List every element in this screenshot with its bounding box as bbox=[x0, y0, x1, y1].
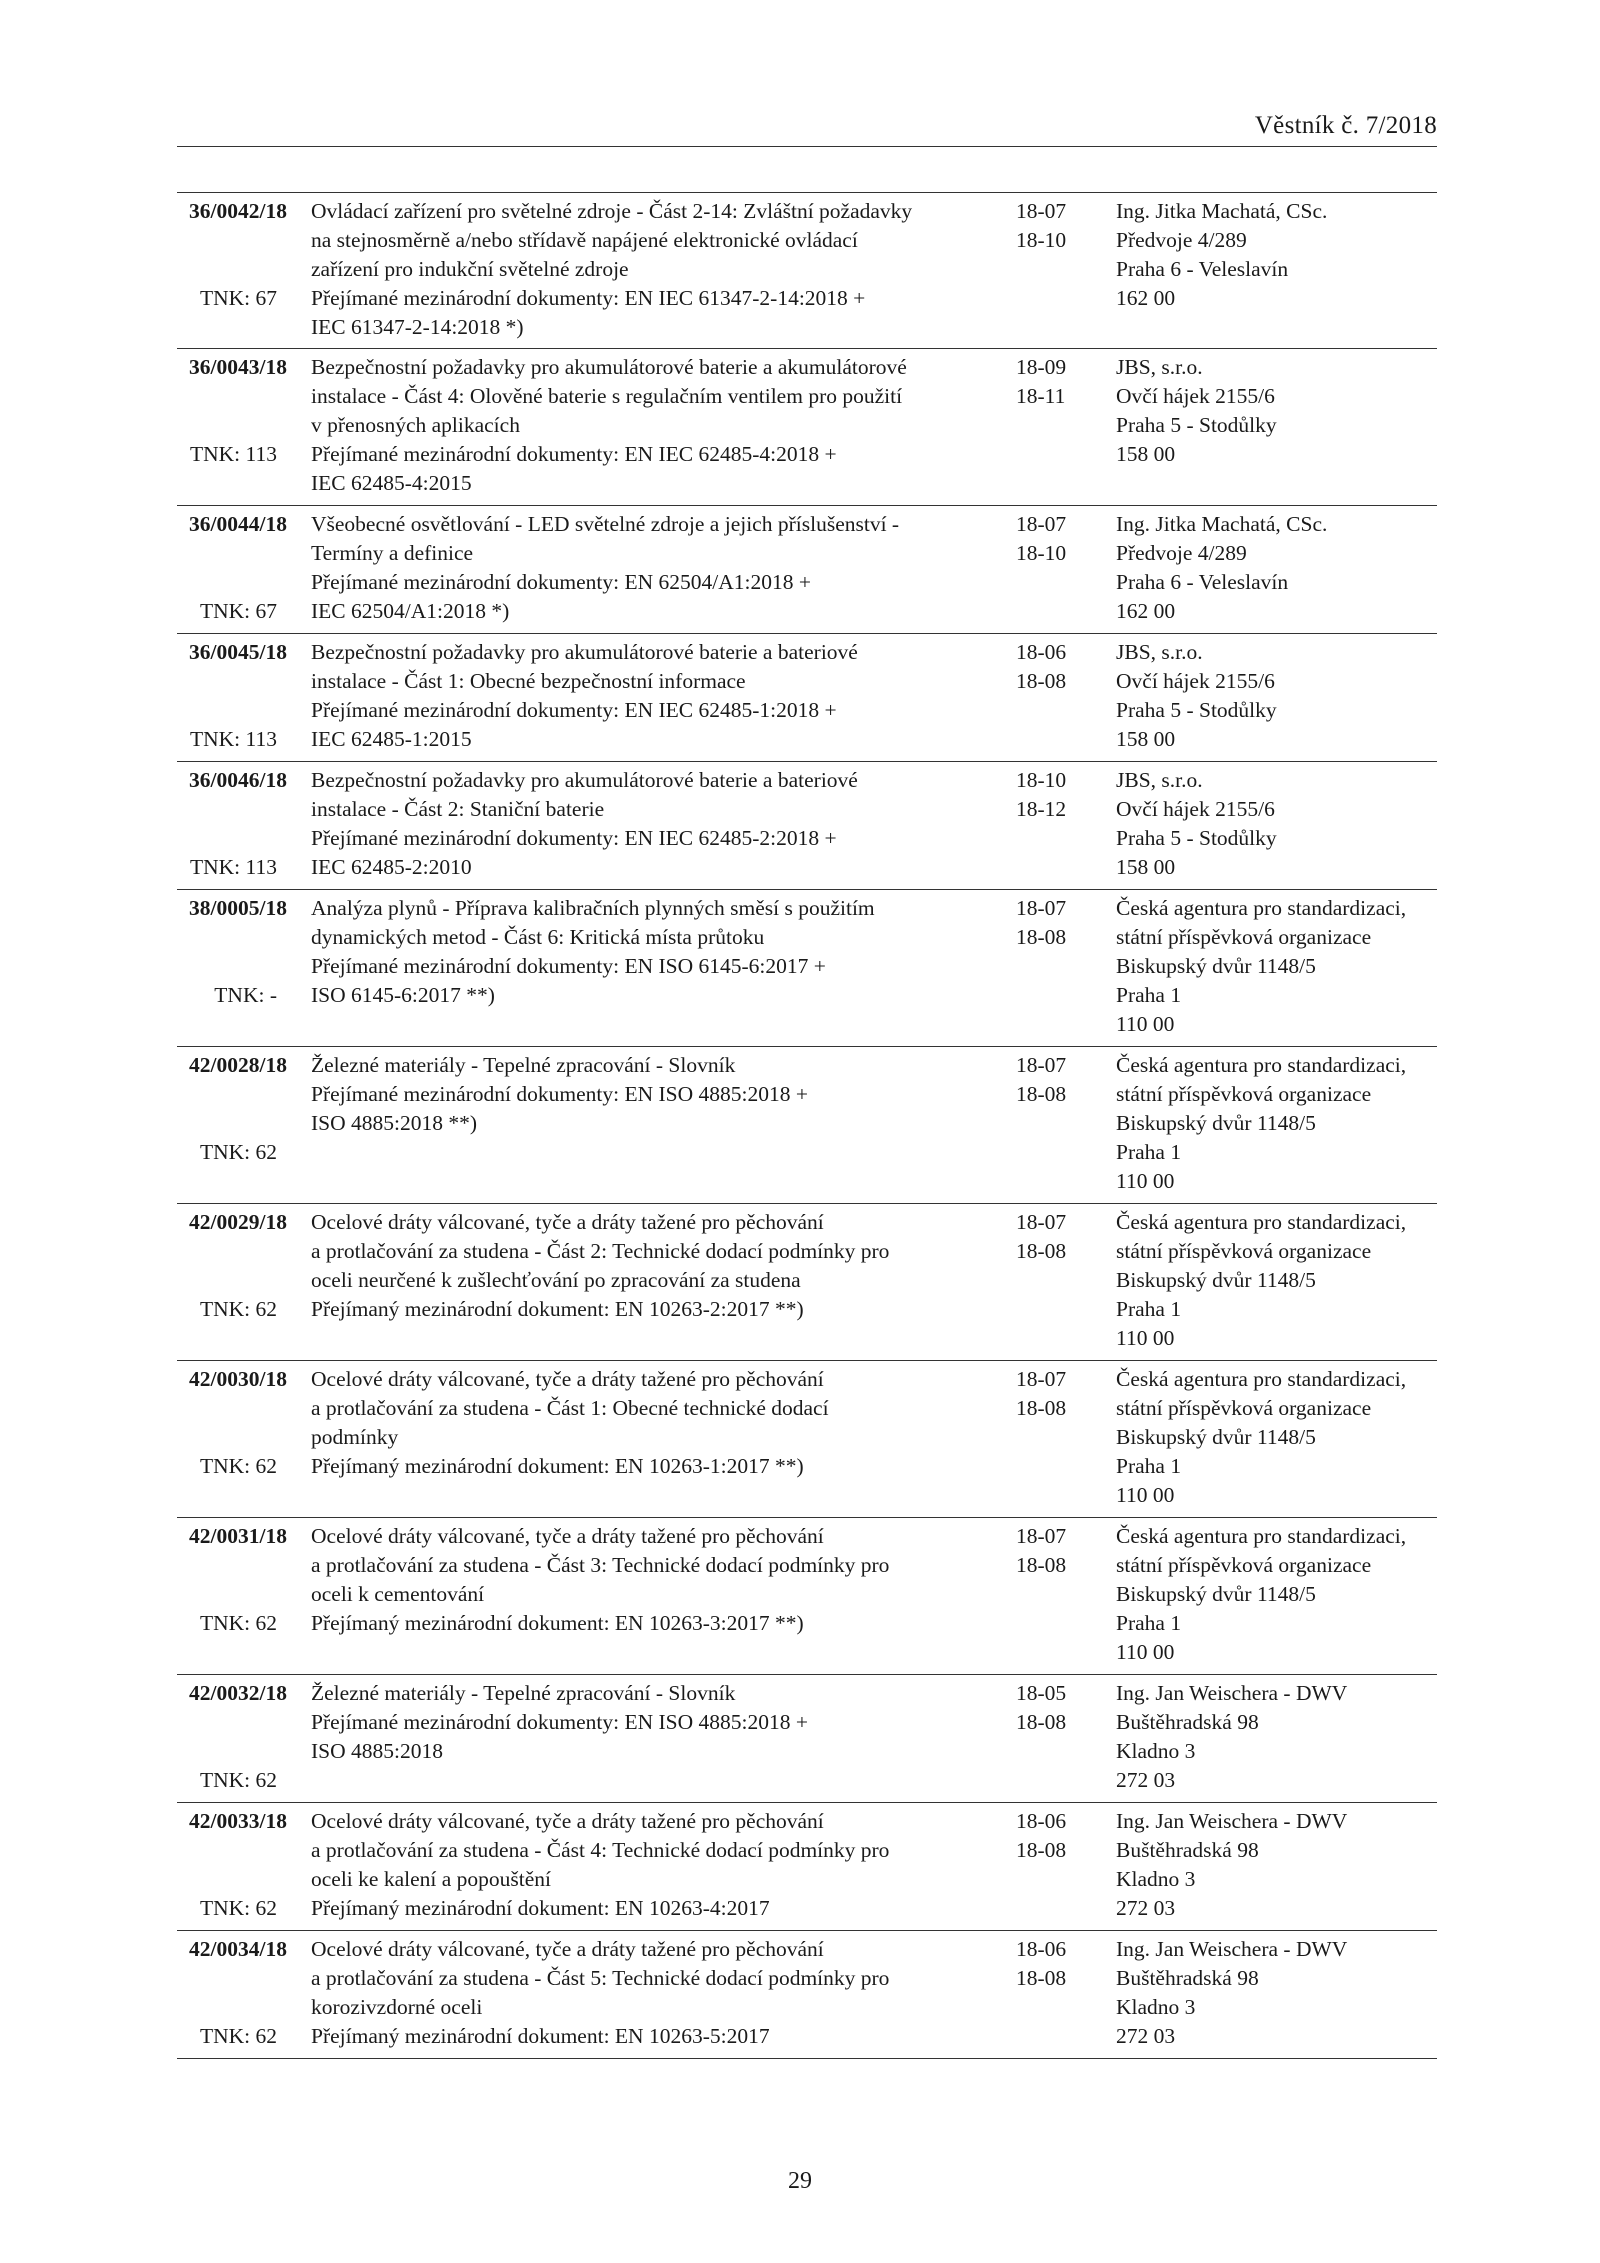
description-line: Přejímané mezinárodní dokumenty: EN IEC 62485-2:2018 + bbox=[311, 826, 837, 850]
record-organization bbox=[1116, 353, 1446, 469]
date-line: 18-09 bbox=[1016, 355, 1067, 379]
organization-line: 110 00 bbox=[1116, 1326, 1175, 1350]
record-dates bbox=[1016, 766, 1086, 824]
record-description bbox=[311, 510, 1001, 626]
description-line: Ocelové dráty válcované, tyče a dráty tažené pro pěchování bbox=[311, 1809, 824, 1833]
date-line: 18-08 bbox=[1016, 1710, 1067, 1734]
description-line: podmínky bbox=[311, 1425, 399, 1449]
date-line: 18-08 bbox=[1016, 1838, 1067, 1862]
description-line: instalace - Část 1: Obecné bezpečnostní informace bbox=[311, 669, 746, 693]
record-row bbox=[177, 1803, 1437, 1931]
record-number: 36/0044/18 bbox=[189, 512, 287, 536]
date-line: 18-08 bbox=[1016, 1966, 1067, 1990]
date-line: 18-10 bbox=[1016, 228, 1067, 252]
description-line: IEC 61347-2-14:2018 *) bbox=[311, 315, 524, 339]
organization-line: Ing. Jitka Machatá, CSc. bbox=[1116, 512, 1328, 536]
record-dates bbox=[1016, 894, 1086, 952]
record-description bbox=[311, 1051, 1001, 1138]
record-row bbox=[177, 506, 1437, 634]
organization-line: státní příspěvková organizace bbox=[1116, 1239, 1372, 1263]
description-line: a protlačování za studena - Část 5: Technické dodací podmínky pro bbox=[311, 1966, 890, 1990]
record-description bbox=[311, 1935, 1001, 2051]
organization-line: státní příspěvková organizace bbox=[1116, 1082, 1372, 1106]
description-line: Ovládací zařízení pro světelné zdroje - Část 2-14: Zvláštní požadavky bbox=[311, 199, 913, 223]
date-line: 18-08 bbox=[1016, 925, 1067, 949]
record-dates bbox=[1016, 1679, 1086, 1737]
organization-line: státní příspěvková organizace bbox=[1116, 925, 1372, 949]
record-tnk: TNK: 62 bbox=[199, 1611, 277, 1635]
description-line: na stejnosměrně a/nebo střídavě napájené elektronické ovládací bbox=[311, 228, 858, 252]
date-line: 18-07 bbox=[1016, 512, 1067, 536]
description-line: oceli neurčené k zušlechťování po zpracování za studena bbox=[311, 1268, 801, 1292]
record-tnk: TNK: 67 bbox=[199, 286, 277, 310]
description-line: Přejímaný mezinárodní dokument: EN 10263-3:2017 **) bbox=[311, 1611, 804, 1635]
organization-line: 158 00 bbox=[1116, 442, 1176, 466]
organization-line: Praha 5 - Stodůlky bbox=[1116, 826, 1277, 850]
description-line: korozivzdorné oceli bbox=[311, 1995, 483, 2019]
record-description bbox=[311, 353, 1001, 498]
organization-line: 162 00 bbox=[1116, 599, 1176, 623]
date-line: 18-07 bbox=[1016, 1210, 1067, 1234]
description-line: oceli k cementování bbox=[311, 1582, 485, 1606]
description-line: Přejímaný mezinárodní dokument: EN 10263-2:2017 **) bbox=[311, 1297, 804, 1321]
records-table bbox=[177, 192, 1437, 2059]
record-number: 42/0030/18 bbox=[189, 1367, 287, 1391]
organization-line: Biskupský dvůr 1148/5 bbox=[1116, 954, 1316, 978]
organization-line: Ing. Jan Weischera - DWV bbox=[1116, 1681, 1348, 1705]
organization-line: Praha 1 bbox=[1116, 1454, 1182, 1478]
organization-line: 158 00 bbox=[1116, 855, 1176, 879]
description-line: Přejímané mezinárodní dokumenty: EN IEC 62485-4:2018 + bbox=[311, 442, 837, 466]
date-line: 18-07 bbox=[1016, 1524, 1067, 1548]
record-tnk: TNK: 67 bbox=[199, 599, 277, 623]
description-line: Termíny a definice bbox=[311, 541, 474, 565]
description-line: ISO 4885:2018 **) bbox=[311, 1111, 478, 1135]
organization-line: Biskupský dvůr 1148/5 bbox=[1116, 1425, 1316, 1449]
organization-line: Kladno 3 bbox=[1116, 1739, 1196, 1763]
organization-line: Biskupský dvůr 1148/5 bbox=[1116, 1268, 1316, 1292]
record-row bbox=[177, 349, 1437, 506]
record-dates bbox=[1016, 1208, 1086, 1266]
record-row bbox=[177, 890, 1437, 1047]
date-line: 18-07 bbox=[1016, 1367, 1067, 1391]
date-line: 18-07 bbox=[1016, 199, 1067, 223]
record-number: 42/0031/18 bbox=[189, 1524, 287, 1548]
organization-line: Ing. Jan Weischera - DWV bbox=[1116, 1809, 1348, 1833]
organization-line: Buštěhradská 98 bbox=[1116, 1966, 1259, 1990]
organization-line: Česká agentura pro standardizaci, bbox=[1116, 1524, 1407, 1548]
record-row bbox=[177, 762, 1437, 890]
date-line: 18-08 bbox=[1016, 1553, 1067, 1577]
record-row bbox=[177, 1675, 1437, 1803]
organization-line: JBS, s.r.o. bbox=[1116, 640, 1203, 664]
record-description bbox=[311, 1522, 1001, 1638]
record-tnk: TNK: 62 bbox=[199, 1896, 277, 1920]
record-organization bbox=[1116, 1679, 1446, 1795]
organization-line: 110 00 bbox=[1116, 1012, 1175, 1036]
description-line: Ocelové dráty válcované, tyče a dráty tažené pro pěchování bbox=[311, 1210, 824, 1234]
record-tnk: TNK: 62 bbox=[199, 1768, 277, 1792]
description-line: Železné materiály - Tepelné zpracování - Slovník bbox=[311, 1053, 736, 1077]
date-line: 18-11 bbox=[1016, 384, 1066, 408]
record-tnk: TNK: - bbox=[214, 983, 277, 1007]
record-tnk: TNK: 113 bbox=[190, 855, 277, 879]
organization-line: Česká agentura pro standardizaci, bbox=[1116, 1367, 1407, 1391]
date-line: 18-08 bbox=[1016, 1082, 1067, 1106]
organization-line: Praha 5 - Stodůlky bbox=[1116, 698, 1277, 722]
organization-line: státní příspěvková organizace bbox=[1116, 1553, 1372, 1577]
record-organization bbox=[1116, 197, 1446, 313]
organization-line: Praha 1 bbox=[1116, 1297, 1182, 1321]
organization-line: 110 00 bbox=[1116, 1483, 1175, 1507]
record-dates bbox=[1016, 1522, 1086, 1580]
record-description bbox=[311, 638, 1001, 754]
description-line: Přejímané mezinárodní dokumenty: EN IEC 61347-2-14:2018 + bbox=[311, 286, 866, 310]
description-line: IEC 62504/A1:2018 *) bbox=[311, 599, 510, 623]
record-dates bbox=[1016, 510, 1086, 568]
record-organization bbox=[1116, 1935, 1446, 2051]
record-row bbox=[177, 1047, 1437, 1204]
description-line: Ocelové dráty válcované, tyče a dráty tažené pro pěchování bbox=[311, 1524, 824, 1548]
description-line: a protlačování za studena - Část 4: Technické dodací podmínky pro bbox=[311, 1838, 890, 1862]
organization-line: 158 00 bbox=[1116, 727, 1176, 751]
record-tnk: TNK: 62 bbox=[199, 2024, 277, 2048]
record-dates bbox=[1016, 1051, 1086, 1109]
description-line: Přejímaný mezinárodní dokument: EN 10263-1:2017 **) bbox=[311, 1454, 804, 1478]
record-number: 36/0043/18 bbox=[189, 355, 287, 379]
description-line: Přejímané mezinárodní dokumenty: EN 62504/A1:2018 + bbox=[311, 570, 811, 594]
date-line: 18-06 bbox=[1016, 640, 1067, 664]
description-line: Přejímané mezinárodní dokumenty: EN ISO 6145-6:2017 + bbox=[311, 954, 826, 978]
organization-line: 162 00 bbox=[1116, 286, 1176, 310]
record-organization bbox=[1116, 1051, 1446, 1196]
date-line: 18-06 bbox=[1016, 1809, 1067, 1833]
date-line: 18-10 bbox=[1016, 768, 1067, 792]
date-line: 18-10 bbox=[1016, 541, 1067, 565]
record-dates bbox=[1016, 1807, 1086, 1865]
description-line: IEC 62485-4:2015 bbox=[311, 471, 472, 495]
organization-line: Praha 1 bbox=[1116, 1140, 1182, 1164]
record-row bbox=[177, 192, 1437, 349]
bulletin-title: Věstník č. 7/2018 bbox=[1254, 112, 1437, 139]
date-line: 18-08 bbox=[1016, 1239, 1067, 1263]
record-number: 42/0033/18 bbox=[189, 1809, 287, 1833]
organization-line: Praha 6 - Veleslavín bbox=[1116, 570, 1289, 594]
record-row bbox=[177, 1204, 1437, 1361]
date-line: 18-07 bbox=[1016, 896, 1067, 920]
description-line: instalace - Část 2: Staniční baterie bbox=[311, 797, 605, 821]
organization-line: 272 03 bbox=[1116, 1768, 1176, 1792]
description-line: Přejímaný mezinárodní dokument: EN 10263-5:2017 bbox=[311, 2024, 770, 2048]
organization-line: Buštěhradská 98 bbox=[1116, 1838, 1259, 1862]
record-organization bbox=[1116, 1807, 1446, 1923]
record-description bbox=[311, 1365, 1001, 1481]
date-line: 18-12 bbox=[1016, 797, 1067, 821]
date-line: 18-08 bbox=[1016, 1396, 1067, 1420]
record-organization bbox=[1116, 1208, 1446, 1353]
organization-line: Ovčí hájek 2155/6 bbox=[1116, 669, 1275, 693]
organization-line: Česká agentura pro standardizaci, bbox=[1116, 1053, 1407, 1077]
page-header bbox=[177, 108, 1437, 147]
organization-line: Předvoje 4/289 bbox=[1116, 228, 1247, 252]
description-line: dynamických metod - Část 6: Kritická místa průtoku bbox=[311, 925, 765, 949]
record-description bbox=[311, 894, 1001, 1010]
record-description bbox=[311, 1208, 1001, 1324]
organization-line: 110 00 bbox=[1116, 1169, 1175, 1193]
description-line: IEC 62485-2:2010 bbox=[311, 855, 472, 879]
description-line: IEC 62485-1:2015 bbox=[311, 727, 472, 751]
organization-line: Česká agentura pro standardizaci, bbox=[1116, 896, 1407, 920]
record-number: 36/0045/18 bbox=[189, 640, 287, 664]
description-line: instalace - Část 4: Olověné baterie s regulačním ventilem pro použití bbox=[311, 384, 903, 408]
description-line: ISO 4885:2018 bbox=[311, 1739, 443, 1763]
record-number: 42/0029/18 bbox=[189, 1210, 287, 1234]
description-line: Bezpečnostní požadavky pro akumulátorové baterie a akumulátorové bbox=[311, 355, 907, 379]
description-line: Bezpečnostní požadavky pro akumulátorové baterie a bateriové bbox=[311, 768, 858, 792]
organization-line: Kladno 3 bbox=[1116, 1995, 1196, 2019]
organization-line: Praha 5 - Stodůlky bbox=[1116, 413, 1277, 437]
description-line: a protlačování za studena - Část 1: Obecné technické dodací bbox=[311, 1396, 829, 1420]
description-line: ISO 6145-6:2017 **) bbox=[311, 983, 495, 1007]
organization-line: Ing. Jan Weischera - DWV bbox=[1116, 1937, 1348, 1961]
record-dates bbox=[1016, 197, 1086, 255]
description-line: Přejímané mezinárodní dokumenty: EN IEC 62485-1:2018 + bbox=[311, 698, 837, 722]
organization-line: státní příspěvková organizace bbox=[1116, 1396, 1372, 1420]
organization-line: Kladno 3 bbox=[1116, 1867, 1196, 1891]
record-number: 42/0032/18 bbox=[189, 1681, 287, 1705]
record-description bbox=[311, 1807, 1001, 1923]
record-tnk: TNK: 113 bbox=[190, 727, 277, 751]
date-line: 18-07 bbox=[1016, 1053, 1067, 1077]
record-organization bbox=[1116, 638, 1446, 754]
record-number: 42/0034/18 bbox=[189, 1937, 287, 1961]
record-tnk: TNK: 62 bbox=[199, 1454, 277, 1478]
record-organization bbox=[1116, 894, 1446, 1039]
description-line: Ocelové dráty válcované, tyče a dráty tažené pro pěchování bbox=[311, 1937, 824, 1961]
record-organization bbox=[1116, 1522, 1446, 1667]
record-number: 38/0005/18 bbox=[189, 896, 287, 920]
description-line: Všeobecné osvětlování - LED světelné zdroje a jejich příslušenství - bbox=[311, 512, 900, 536]
description-line: Bezpečnostní požadavky pro akumulátorové baterie a bateriové bbox=[311, 640, 858, 664]
record-row bbox=[177, 634, 1437, 762]
description-line: Přejímané mezinárodní dokumenty: EN ISO 4885:2018 + bbox=[311, 1710, 808, 1734]
organization-line: Biskupský dvůr 1148/5 bbox=[1116, 1582, 1316, 1606]
organization-line: Ovčí hájek 2155/6 bbox=[1116, 384, 1275, 408]
date-line: 18-08 bbox=[1016, 669, 1067, 693]
record-tnk: TNK: 62 bbox=[199, 1140, 277, 1164]
record-dates bbox=[1016, 1935, 1086, 1993]
organization-line: Praha 6 - Veleslavín bbox=[1116, 257, 1289, 281]
record-tnk: TNK: 62 bbox=[199, 1297, 277, 1321]
record-dates bbox=[1016, 1365, 1086, 1423]
organization-line: Buštěhradská 98 bbox=[1116, 1710, 1259, 1734]
description-line: a protlačování za studena - Část 2: Technické dodací podmínky pro bbox=[311, 1239, 890, 1263]
record-tnk: TNK: 113 bbox=[190, 442, 277, 466]
record-row bbox=[177, 1361, 1437, 1518]
description-line: zařízení pro indukční světelné zdroje bbox=[311, 257, 629, 281]
organization-line: Praha 1 bbox=[1116, 983, 1182, 1007]
record-row bbox=[177, 1518, 1437, 1675]
organization-line: Biskupský dvůr 1148/5 bbox=[1116, 1111, 1316, 1135]
description-line: Ocelové dráty válcované, tyče a dráty tažené pro pěchování bbox=[311, 1367, 824, 1391]
date-line: 18-05 bbox=[1016, 1681, 1067, 1705]
record-row bbox=[177, 1931, 1437, 2059]
record-number: 42/0028/18 bbox=[189, 1053, 287, 1077]
description-line: Přejímaný mezinárodní dokument: EN 10263-4:2017 bbox=[311, 1896, 770, 1920]
organization-line: Ovčí hájek 2155/6 bbox=[1116, 797, 1275, 821]
description-line: v přenosných aplikacích bbox=[311, 413, 520, 437]
record-number: 36/0042/18 bbox=[189, 199, 287, 223]
record-number: 36/0046/18 bbox=[189, 768, 287, 792]
description-line: Analýza plynů - Příprava kalibračních plynných směsí s použitím bbox=[311, 896, 875, 920]
description-line: Přejímané mezinárodní dokumenty: EN ISO 4885:2018 + bbox=[311, 1082, 808, 1106]
record-description bbox=[311, 197, 1001, 342]
page-number: 29 bbox=[788, 2168, 812, 2194]
description-line: oceli ke kalení a popouštění bbox=[311, 1867, 552, 1891]
record-organization bbox=[1116, 1365, 1446, 1510]
date-line: 18-06 bbox=[1016, 1937, 1067, 1961]
record-dates bbox=[1016, 353, 1086, 411]
record-organization bbox=[1116, 766, 1446, 882]
organization-line: JBS, s.r.o. bbox=[1116, 355, 1203, 379]
organization-line: 272 03 bbox=[1116, 1896, 1176, 1920]
record-organization bbox=[1116, 510, 1446, 626]
record-description bbox=[311, 1679, 1001, 1766]
record-dates bbox=[1016, 638, 1086, 696]
organization-line: Předvoje 4/289 bbox=[1116, 541, 1247, 565]
organization-line: 110 00 bbox=[1116, 1640, 1175, 1664]
organization-line: Ing. Jitka Machatá, CSc. bbox=[1116, 199, 1328, 223]
organization-line: Praha 1 bbox=[1116, 1611, 1182, 1635]
record-description bbox=[311, 766, 1001, 882]
organization-line: Česká agentura pro standardizaci, bbox=[1116, 1210, 1407, 1234]
organization-line: 272 03 bbox=[1116, 2024, 1176, 2048]
description-line: Železné materiály - Tepelné zpracování - Slovník bbox=[311, 1681, 736, 1705]
description-line: a protlačování za studena - Část 3: Technické dodací podmínky pro bbox=[311, 1553, 890, 1577]
organization-line: JBS, s.r.o. bbox=[1116, 768, 1203, 792]
